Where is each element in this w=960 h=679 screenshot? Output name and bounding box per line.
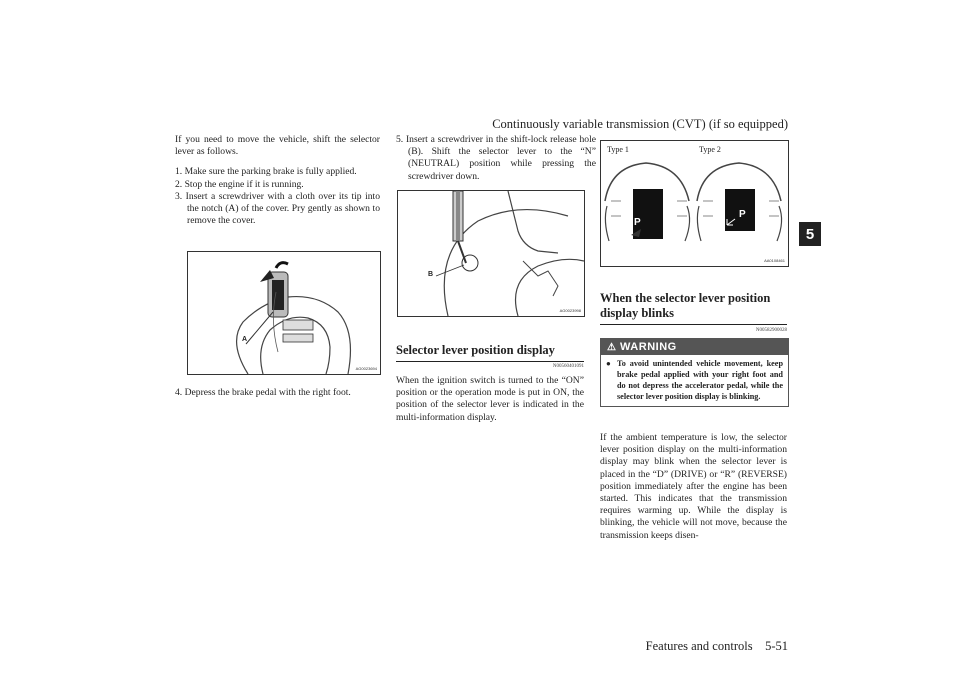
p-indicator-type2: P <box>739 209 746 220</box>
figure-remove-cover <box>187 251 381 375</box>
figure-meter-display <box>600 140 789 267</box>
shift-lock-illustration <box>398 191 584 316</box>
position-display-paragraph: When the ignition switch is turned to the “ON” position or the operation mode is put in ON, the position of the selector lever is indicated in the multi-information display. <box>396 375 584 423</box>
warning-header <box>601 339 788 355</box>
step-4: 4. Depress the brake pedal with the right foot. <box>175 387 351 398</box>
warning-label: WARNING <box>620 341 677 353</box>
section-code: N00560401091 <box>552 364 584 369</box>
warning-box <box>600 338 789 407</box>
step-5: 5. Insert a screwdriver in the shift-lock release hole (B). Shift the selector lever to the “N” (NEUTRAL) position while pressing the screwdriver down. <box>396 134 596 182</box>
footer-section: Features and controls <box>645 639 753 653</box>
meter-illustration <box>601 141 788 266</box>
section-code: N00582900028 <box>755 328 787 333</box>
figure-shift-lock-release <box>397 190 585 317</box>
section-title-position-display: Selector lever position display <box>396 343 584 362</box>
page-footer <box>580 639 788 654</box>
warning-triangle-icon: ⚠ <box>607 342 617 353</box>
p-indicator-type1: P <box>634 217 641 228</box>
figure-id: AA0108461 <box>764 258 785 263</box>
callout-b: B <box>428 271 434 278</box>
callout-a: A <box>242 336 248 343</box>
shift-lever-cover-illustration <box>188 252 380 374</box>
warning-text: To avoid unintended vehicle movement, keep brake pedal applied with your right foot and do not depress the accelerator pedal, while the selector lever position display is blinking. <box>617 359 783 401</box>
type-2-label: Type 2 <box>699 145 721 154</box>
running-header: Continuously variable transmission (CVT) (if so equipped) <box>492 117 788 131</box>
chapter-tab: 5 <box>799 222 821 246</box>
step-3: 3. Insert a screwdriver with a cloth over its tip into the notch (A) of the cover. Pry gently as shown to remove the cover. <box>175 190 380 227</box>
column-1 <box>175 134 380 227</box>
figure-id: AG0023998 <box>559 308 581 313</box>
page-number: 5-51 <box>765 639 788 653</box>
blinks-paragraph: If the ambient temperature is low, the selector lever position display on the multi-information display may blink when the selector lever is placed in the “D” (DRIVE) or “R” (REVERSE) position immediately after the engine has been started. This indicates that the transmission requires warming up. While the display is blinking, the vehicle will not move, because the transmission keeps disen- <box>600 432 787 541</box>
bullet-icon: ● <box>606 359 611 368</box>
section-title-display-blinks: When the selector lever position display blinks <box>600 291 787 325</box>
intro-paragraph: If you need to move the vehicle, shift the selector lever as follows. <box>175 134 380 158</box>
figure-id: AG0023694 <box>355 366 377 371</box>
warning-content <box>601 355 788 406</box>
step-1: 1. Make sure the parking brake is fully applied. <box>175 166 357 178</box>
type-1-label: Type 1 <box>607 145 629 154</box>
step-2: 2. Stop the engine if it is running. <box>175 178 304 190</box>
